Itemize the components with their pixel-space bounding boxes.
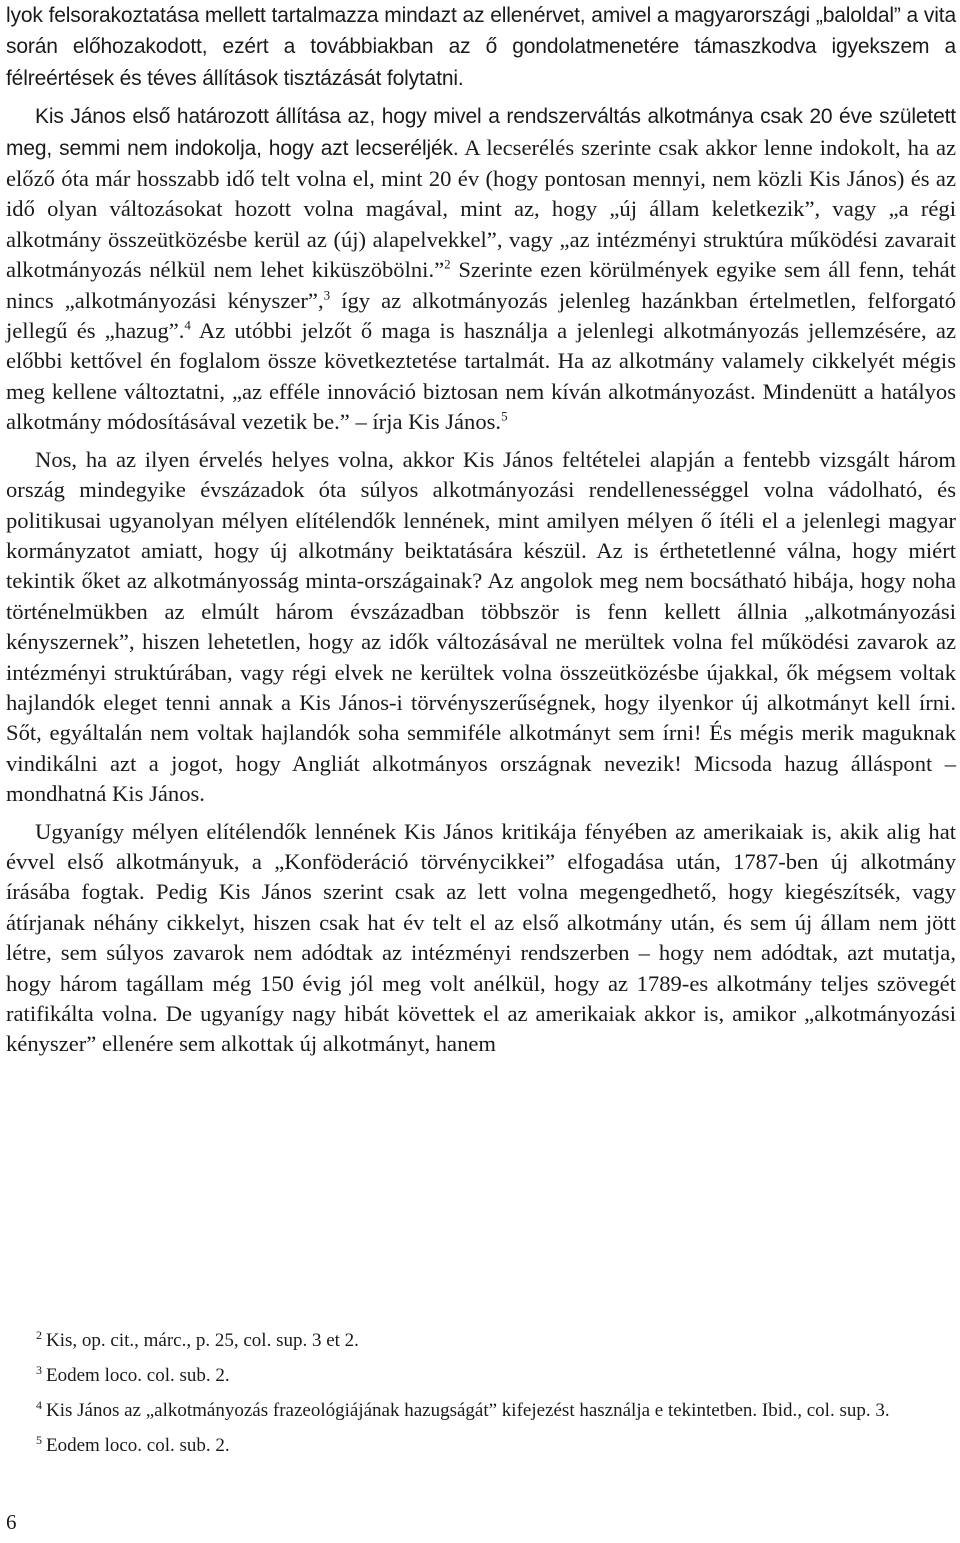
footnote [6,1398,956,1424]
footnote [6,1328,956,1354]
paragraph-text: Ugyanígy mélyen elítélendők lennének Kis János kritikája fényében az amerikaiak is, akik alig hat évvel első alkotmányuk, a „Konföderáció törvénycikkei” elfogadása után, 1787-ben új alkotmány írásába fogtak. Pedig Kis János szerint csak az lett volna megengedhető, hogy kiegészítsék, vagy átírjanak néhány cikkelyt, hiszen csak hat év telt el az első alkotmány után, és sem új állam nem jött létre, sem súlyos zavarok nem adódtak az intézményi rendszerben – hogy nem adódtak, azt mutatja, hogy három tagállam még 150 évig jól meg volt anélkül, hogy az 1789-es alkotmány teljes szövegét ratifikálta volna. De ugyanígy nagy hibát követtek el az amerikaiak akkor is, amikor „alkotmányozási kényszer” ellenére sem alkottak új alkotmányt, hanem [6,818,956,1057]
paragraph [6,101,956,437]
paragraph-text: Szerinte ezen körülmények egyike sem áll fenn, tehát nincs „alkotmányozási kényszer”, [6,257,956,313]
paragraph-text: Kis János első határozott állítása az, hogy mivel a rendszerváltás alkotmánya csak 20 éve született meg, semmi nem indokolja, hogy azt lecseréljék. [6,105,956,160]
footnote-number: 2 [36,1327,42,1342]
paragraph-text: lyok felsorakoztatása mellett tartalmazza mindazt az ellenérvet, amivel a magyarországi „baloldal” a vita során előhozakodott, ezért a továbbiakban az ő gondolatmenetére támaszkodva igyekszem a félreértések és téves állítások tisztázását folytatni. [6,4,956,90]
footnote-text: Eodem loco. col. sub. 2. [46,1435,230,1456]
footnote-text: Kis János az „alkotmányozás frazeológiájának hazugságát” kifejezést használja e tekintetben. Ibid., col. sup. 3. [46,1400,890,1421]
footnotes-section [6,1328,956,1468]
footnote-number: 5 [36,1432,42,1447]
footnote-reference: 2 [444,256,451,272]
footnote-number: 3 [36,1362,42,1377]
main-text [6,0,956,1060]
footnote-text: Eodem loco. col. sub. 2. [46,1365,230,1386]
paragraph-text: A lecserélés szerinte csak akkor lenne indokolt, ha az előző óta már hosszabb idő telt volna el, mint 20 év (hogy pontosan mennyi, nem közli Kis János) és az idő olyan változásokat hozott volna magával, mint az, hogy „új állam keletkezik”, vagy „a régi alkotmány összeütközésbe kerül az (új) alapelvekkel”, vagy „az intézményi struktúra működési zavarait alkotmányozás nélkül nem lehet kiküszöbölni.” [6,134,956,283]
footnote-reference: 4 [184,317,191,333]
footnote-number: 4 [36,1397,42,1412]
paragraph [6,817,956,1060]
footnote-reference: 3 [323,287,331,303]
paragraph-text: Az utóbbi jelzőt ő maga is használja a jelenlegi alkotmányozás jellemzésére, az előbbi kettővel én foglalom össze következtetése tartalmát. Ha az alkotmány valamely cikkelyét mégis meg kellene változtatni, „az efféle innováció biztosan nem kíván alkotmányozást. Mindenütt a hatályos alkotmány módosításával vezetik be.” – írja Kis János. [6,318,956,435]
page-body [6,0,956,1060]
paragraph-text: Nos, ha az ilyen érvelés helyes volna, akkor Kis János feltételei alapján a fentebb vizsgált három ország mindegyike évszázadok óta súlyos alkotmányozási rendellenességgel volna vádolható, és politikusai ugyanolyan mélyen elítélendők lennének, mint amilyen mélyen ő ítéli el a jelenlegi magyar kormányzatot amiatt, hogy új alkotmány beiktatására készül. Az is érthetetlenné válna, hogy miért tekintik őket az alkotmányosság minta-országainak? Az angolok meg nem bocsátható hibája, hogy noha történelmükben az elmúlt három évszázadban többször is fenn kellett állnia „alkotmányozási kényszernek”, hiszen lehetetlen, hogy az idők változásával ne merültek volna fel működési zavarok az intézményi struktúrában, vagy régi elvek ne kerültek volna összeütközésbe újakkal, ők mégsem voltak hajlandók eleget tenni annak a Kis János-i törvényszerűségnek, hogy ilyenkor új alkotmányt kell írni. Sőt, egyáltalán nem voltak hajlandók soha semmiféle alkotmányt sem írni! És mégis merik maguknak vindikálni azt a jogot, hogy Angliát alkotmányos országnak nevezik! Micsoda hazug álláspont – mondhatná Kis János. [6,446,956,807]
footnote [6,1433,956,1459]
paragraph [6,0,956,94]
paragraph [6,445,956,810]
page-number: 6 [6,1510,17,1534]
footnote [6,1363,956,1389]
paragraph-text: így az alkotmányozás jelenleg hazánkban értelmetlen, felforgató jellegű és „hazug”. [6,287,956,344]
footnote-text: Kis, op. cit., márc., p. 25, col. sup. 3 et 2. [46,1330,359,1351]
footnote-reference: 5 [501,408,508,424]
